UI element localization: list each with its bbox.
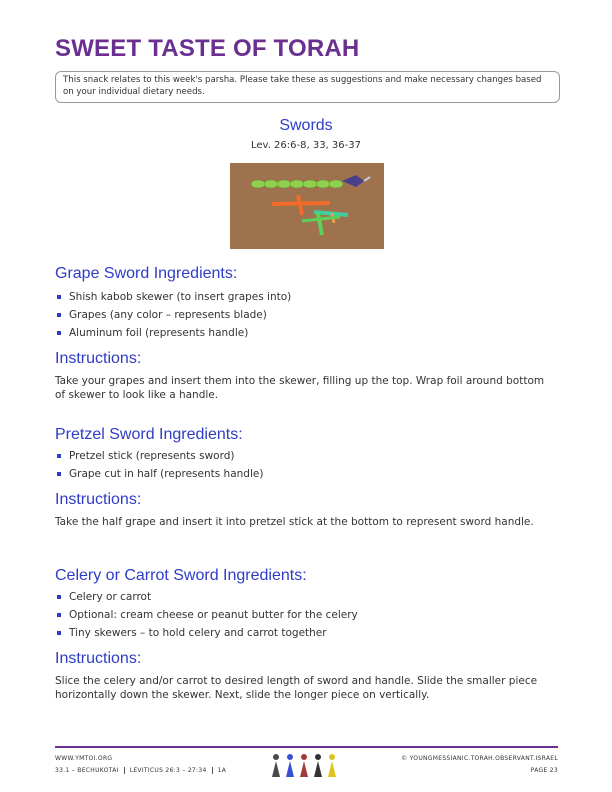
list-item: Shish kabob skewer (to insert grapes into) xyxy=(55,288,291,306)
scripture-reference: Lev. 26:6-8, 33, 36-37 xyxy=(251,140,361,151)
scripture-range: LEVITICUS 26:3 – 27:34 xyxy=(129,767,207,774)
pretzel-instructions-text: Take the half grape and insert it into pretzel stick at the bottom to represent sword handle. xyxy=(55,516,534,528)
list-item: Tiny skewers – to hold celery and carrot together xyxy=(55,624,358,642)
list-item: Grape cut in half (represents handle) xyxy=(55,465,263,483)
grape-ingredients-list xyxy=(55,288,291,342)
pretzel-ingredients-list xyxy=(55,447,263,483)
celery-instructions-heading: Instructions: xyxy=(55,650,142,667)
grape-ingredients-heading: Grape Sword Ingredients: xyxy=(55,265,238,282)
lesson-code: 1A xyxy=(217,767,227,774)
dietary-note: This snack relates to this week's parsha. Please take these as suggestions and make necessary changes based on your individual dietary needs. xyxy=(55,71,560,103)
pretzel-instructions-heading: Instructions: xyxy=(55,491,142,508)
pretzel-ingredients-heading: Pretzel Sword Ingredients: xyxy=(55,426,243,443)
list-item: Aluminum foil (represents handle) xyxy=(55,324,291,342)
list-item: Pretzel stick (represents sword) xyxy=(55,447,263,465)
celery-ingredients-heading: Celery or Carrot Sword Ingredients: xyxy=(55,567,307,584)
list-item: Optional: cream cheese or peanut butter for the celery xyxy=(55,606,358,624)
snack-title: Swords xyxy=(279,117,333,134)
children-logo-icon xyxy=(268,749,348,779)
list-item: Grapes (any color – represents blade) xyxy=(55,306,291,324)
swords-photo xyxy=(230,163,384,249)
footer-divider xyxy=(55,746,558,748)
footer-copyright: © YOUNGMESSIANIC.TORAH.OBSERVANT.ISRAEL xyxy=(401,755,558,762)
grape-instructions-text: Take your grapes and insert them into the skewer, filling up the top. Wrap foil around bottom of skewer to look like a handle. xyxy=(55,375,545,401)
footer-website[interactable]: WWW.YMTOI.ORG xyxy=(55,755,113,762)
celery-instructions-text: Slice the celery and/or carrot to desired length of sword and handle. Slide the smaller piece horizontally down the skewer. Next, slide the longer piece on vertically. xyxy=(55,675,538,701)
grape-instructions-heading: Instructions: xyxy=(55,350,142,367)
page-title: SWEET TASTE OF TORAH xyxy=(55,35,360,62)
list-item: Celery or carrot xyxy=(55,588,358,606)
footer-parsha-info xyxy=(55,767,226,774)
page-number: PAGE 23 xyxy=(530,767,558,774)
parsha-name: 33.1 – BECHUKOTAI xyxy=(55,767,119,774)
celery-ingredients-list xyxy=(55,588,358,642)
